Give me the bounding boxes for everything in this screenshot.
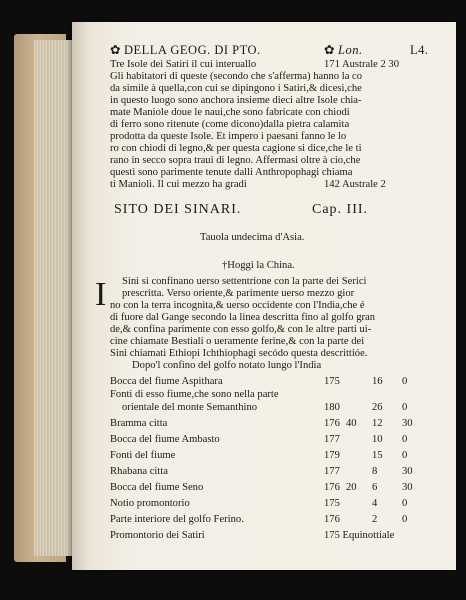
place-name: Bocca del fiume Seno — [110, 482, 204, 493]
text-line: da simile à quella,con cui se dipingono i Satiri,& dicesi,che — [110, 83, 362, 94]
place-name: Bocca del fiume Ambasto — [110, 434, 220, 445]
folio-number: L4. — [410, 43, 429, 57]
place-name: Promontorio dei Satiri — [110, 530, 205, 541]
latitude-minutes: 0 — [402, 498, 408, 509]
running-head-mark: ✿ — [110, 43, 121, 57]
section-subtitle: Tauola undecima d'Asia. — [200, 232, 305, 243]
section-title: SITO DEI SINARI. — [114, 202, 242, 217]
text-line: cine chiamate Bestiali o ueramente ferine,& con la parte dei — [110, 336, 365, 347]
longitude-degrees: 176 — [324, 514, 340, 525]
text-line: in questo luogo sono anchora insieme dieci altre Isole chia- — [110, 95, 362, 106]
longitude-degrees: 176 — [324, 482, 340, 493]
latitude-degrees: 26 — [372, 402, 383, 413]
latitude-degrees: 6 — [372, 482, 378, 493]
place-name: Notio promontorio — [110, 498, 190, 509]
place-name: Fonti del fiume — [110, 450, 176, 461]
text-line: prodotta da queste Isole. Et impero i paesani fanno le lo — [110, 131, 347, 142]
text-line: Dopo'l confino del golfo notato lungo l'India — [132, 360, 322, 371]
text-line: no con la terra incognita,& uerso occidente con l'India,che é — [110, 300, 365, 311]
table-row — [72, 530, 456, 542]
longitude-degrees: 177 — [324, 434, 340, 445]
table-row — [72, 498, 456, 510]
text-line: ro con chiodi di legno,& per questa cagione si dice,che le ti — [110, 143, 362, 154]
place-name: Bramma citta — [110, 418, 168, 429]
coordinate-note: 175 Equinottiale — [324, 530, 395, 541]
latitude-minutes: 30 — [402, 418, 413, 429]
longitude-degrees: 180 — [324, 402, 340, 413]
text-line: de,& confina parimente con esso golfo,& con le altre parti ui- — [110, 324, 372, 335]
latitude-minutes: 0 — [402, 450, 408, 461]
latitude-degrees: 4 — [372, 498, 378, 509]
place-name: Bocca del fiume Aspithara — [110, 376, 223, 387]
longitude-degrees: 176 — [324, 418, 340, 429]
latitude-degrees: 10 — [372, 434, 383, 445]
latitude-minutes: 0 — [402, 434, 408, 445]
table-row — [72, 450, 456, 462]
table-row — [72, 418, 456, 430]
table-row — [72, 482, 456, 494]
table-row — [72, 402, 456, 414]
table-row — [72, 434, 456, 446]
longitude-minutes: 20 — [346, 482, 357, 493]
coordinate-note: 142 Australe 2 — [324, 179, 386, 190]
place-name: Fonti di esso fiume,che sono nella parte — [110, 389, 279, 400]
latitude-minutes: 30 — [402, 482, 413, 493]
chapter-number: Cap. III. — [312, 202, 369, 217]
longitude-minutes: 40 — [346, 418, 357, 429]
text-line: Gli habitatori di queste (secondo che s'afferma) hanno la co — [110, 71, 363, 82]
page-edges — [34, 40, 76, 556]
table-row — [72, 376, 456, 388]
chapter-mark-icon: ✿ — [324, 43, 335, 57]
running-head: DELLA GEOG. DI PTO. — [124, 43, 261, 57]
text-line: prescritta. Verso oriente,& parimente uerso mezzo gior — [122, 288, 355, 299]
modern-name-note: †Hoggi la China. — [222, 260, 295, 271]
text-line: mate Maniole doue le naui,che sono fabricate con chiodi — [110, 107, 350, 118]
longitude-degrees: 177 — [324, 466, 340, 477]
latitude-minutes: 0 — [402, 514, 408, 525]
text-line: Sini chiamati Ethiopi Ichthiophagi secódo questa descrittióe. — [110, 348, 368, 359]
text-line: di fuore dal Gange secondo la linea descritta fino al golfo gran — [110, 312, 376, 323]
latitude-degrees: 12 — [372, 418, 383, 429]
table-row — [72, 466, 456, 478]
text-line: rano in secco sopra traui di legno. Affermasi oltre à cio,che — [110, 155, 361, 166]
place-name: Rhabana citta — [110, 466, 168, 477]
text-line: Tre Isole dei Satiri il cui interuallo — [110, 59, 257, 70]
latitude-minutes: 30 — [402, 466, 413, 477]
table-row — [72, 514, 456, 526]
book-page — [72, 22, 456, 570]
latitude-minutes: 0 — [402, 402, 408, 413]
table-row — [72, 389, 456, 401]
latitude-minutes: 0 — [402, 376, 408, 387]
latitude-degrees: 15 — [372, 450, 383, 461]
latitude-degrees: 2 — [372, 514, 378, 525]
latitude-degrees: 8 — [372, 466, 378, 477]
longitude-degrees: 179 — [324, 450, 340, 461]
text-line: ti Manioli. Il cui mezzo ha gradi — [110, 179, 247, 190]
chapter-mark: Lon. — [338, 43, 363, 57]
text-line: Sini si confinano uerso settentrione con la parte dei Serici — [122, 276, 367, 287]
latitude-degrees: 16 — [372, 376, 383, 387]
place-name: Parte interiore del golfo Ferino. — [110, 514, 244, 525]
coordinate-note: 171 Australe 2 30 — [324, 59, 400, 70]
longitude-degrees: 175 — [324, 498, 340, 509]
drop-cap: I — [95, 276, 107, 313]
place-name: orientale del monte Semanthino — [122, 402, 258, 413]
longitude-degrees: 175 — [324, 376, 340, 387]
text-line: questi sono parimente tenute dalli Anthropophagi chiama — [110, 167, 353, 178]
text-line: di ferro sono ritenute (come dicono)dalla pietra calamita — [110, 119, 350, 130]
